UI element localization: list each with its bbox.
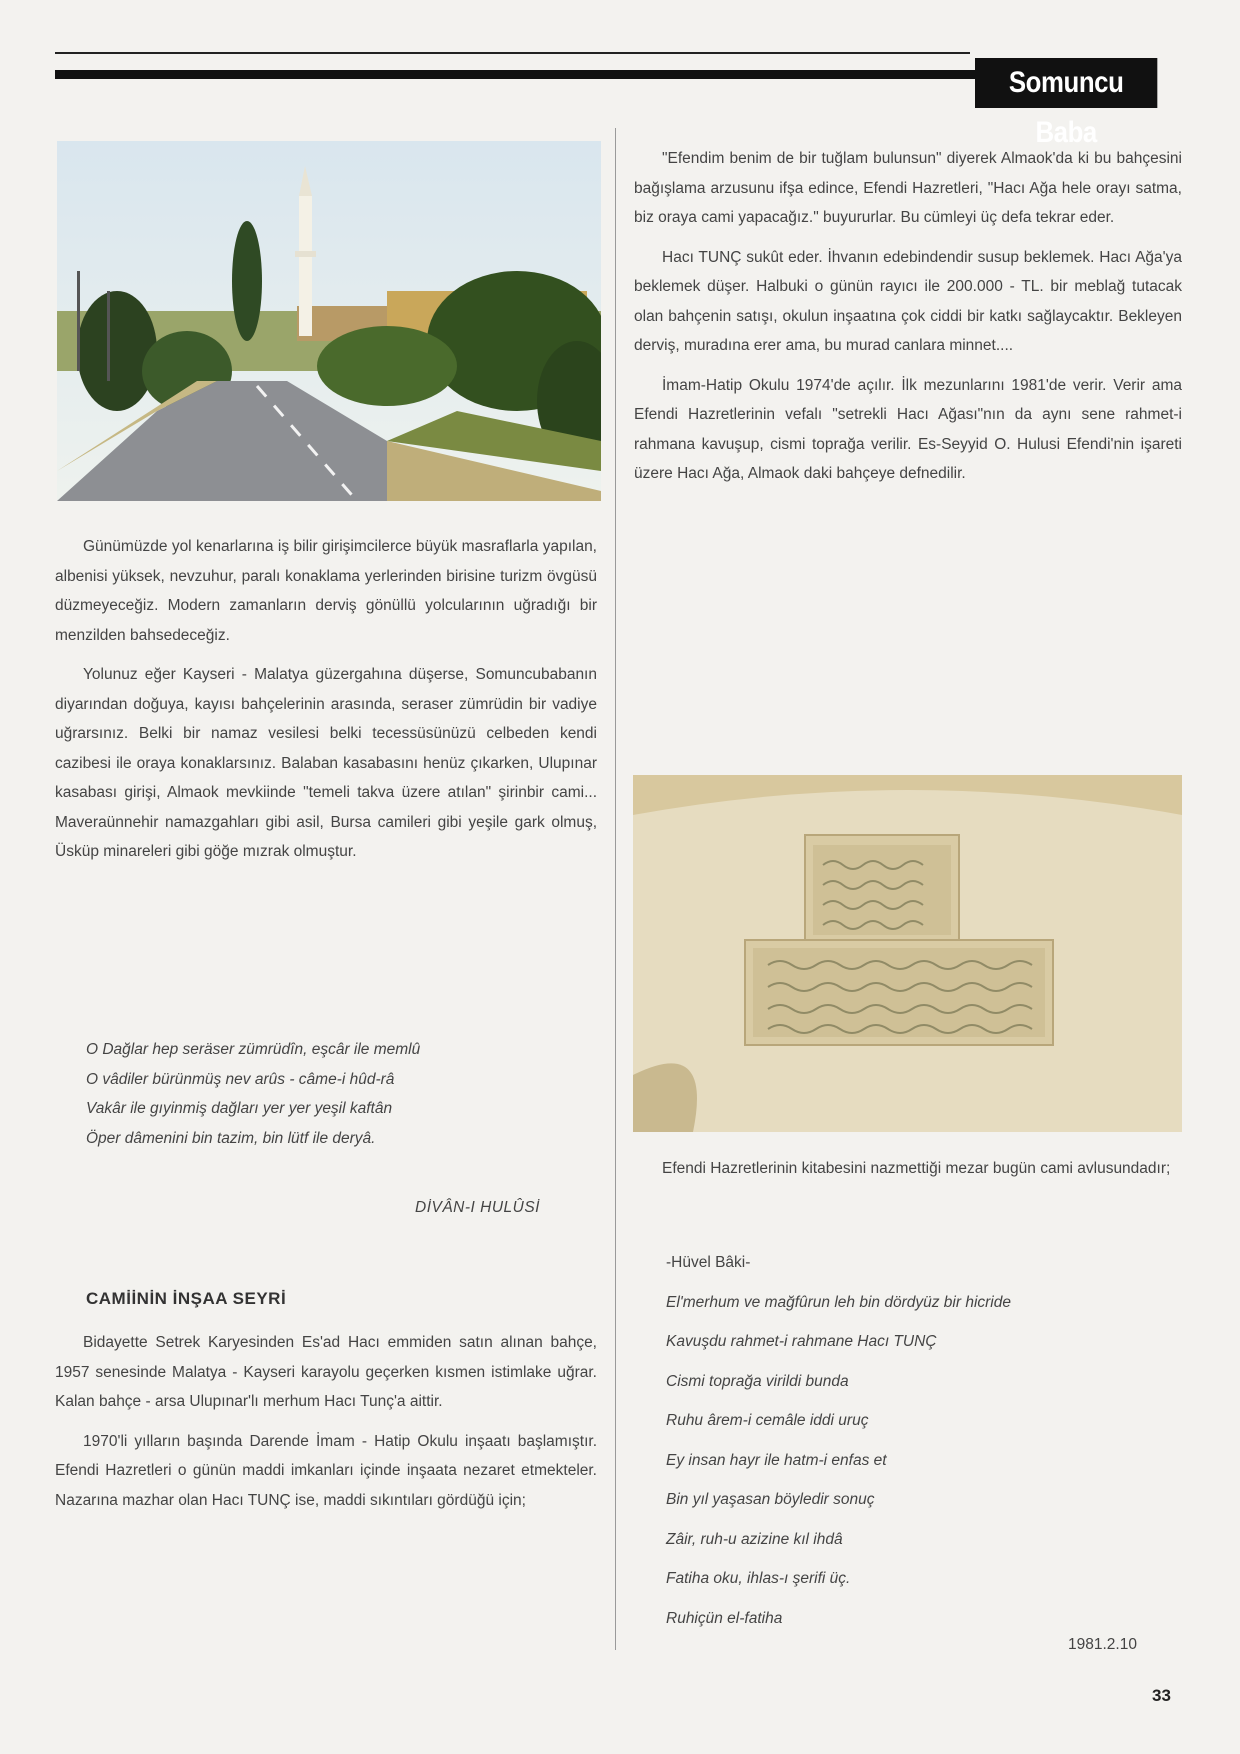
right-paragraph-3: İmam-Hatip Okulu 1974'de açılır. İlk mezunlarını 1981'de verir. Verir ama Efendi Hazretlerinin vefalı "setrekli Hacı Ağası"nın da aynı sene rahmet-i rahmana kavuşup, cismi toprağa verilir. Es-Seyyid O. Hulusi Efendi'nin işareti üzere Hacı Ağa, Almaok daki bahçeye defnedilir. [634, 376, 1182, 482]
header-rule-thick [55, 70, 975, 79]
epitaph-line: Bin yıl yaşasan böyledir sonuç [666, 1491, 875, 1508]
photo-caption [634, 1154, 1182, 1194]
magazine-brand: Somuncu Baba [975, 58, 1157, 108]
epitaph-line: Cismi toprağa virildi bunda [666, 1372, 849, 1390]
epitaph-line: Ruhiçün el-fatiha [666, 1609, 783, 1627]
inscription-photo [633, 775, 1182, 1132]
epitaph-line: Fatiha oku, ihlas-ı şerifi üç. [666, 1570, 851, 1587]
poem-line: O Dağlar hep seräser zümrüdîn, eşcâr ile memlû [86, 1041, 421, 1058]
poem-line: O vâdiler bürünmüş nev arûs - câme-i hûd-râ [86, 1070, 395, 1088]
section-paragraph-1: Bidayette Setrek Karyesinden Es'ad Hacı emmiden satın alınan bahçe, 1957 senesinde Malatya - Kayseri karayolu geçerken kısmen istimlake uğrar. Kalan bahçe - arsa Ulupınar'lı merhum Hacı Tunç'a aittir. [55, 1334, 597, 1410]
mosque-road-photo [57, 141, 601, 501]
epitaph-line: Ey insan hayr ile hatm-i enfas et [666, 1451, 887, 1469]
inscription-illustration [633, 775, 1182, 1132]
poem-line: Vakâr ile gıyinmiş dağları yer yer yeşil kaftân [86, 1100, 393, 1117]
column-divider [615, 128, 616, 1650]
mosque-road-illustration [57, 141, 601, 501]
epitaph [666, 1243, 1011, 1638]
epitaph-date: 1981.2.10 [1068, 1636, 1137, 1653]
left-intro-text [55, 532, 597, 877]
section-text [55, 1328, 597, 1525]
epitaph-line: El'merhum ve mağfûrun leh bin dördyüz bir hicride [666, 1293, 1011, 1311]
header-rule-thin [55, 52, 970, 54]
page-number: 33 [1152, 1686, 1171, 1705]
poem-signature: DİVÂN-I HULÛSİ [415, 1199, 540, 1216]
right-paragraph-2: Hacı TUNÇ sukût eder. İhvanın edebindendir susup beklemek. Hacı Ağa'ya beklemek düşer. Halbuki o günün rayıcı ile 200.000 - TL. bir meblağ tutacak olan bahçenin satışı, okulun inşaatına çok ciddi bir katkı sağlaycaktır. Bekleyen derviş, muradına erer ama, bu murad canlara minnet.... [634, 248, 1182, 354]
epitaph-line: Ruhu ârem-i cemâle iddi uruç [666, 1412, 869, 1429]
right-paragraph-1: "Efendim benim de bir tuğlam bulunsun" diyerek Almaok'da ki bu bahçesini bağışlama arzusunu ifşa edince, Efendi Hazretleri, "Hacı Ağa hele orayı satma, biz oraya cami yapacağız." buyururlar. Bu cümleyi üç defa tekrar eder. [634, 150, 1182, 226]
section-title: CAMİİNİN İNŞAA SEYRİ [86, 1289, 287, 1308]
epitaph-line: Kavuşdu rahmet-i rahmane Hacı TUNÇ [666, 1333, 937, 1350]
poem [86, 1035, 420, 1153]
caption-paragraph: Efendi Hazretlerinin kitabesini nazmettiği mezar bugün cami avlusundadır; [662, 1160, 1171, 1177]
intro-paragraph-1: Günümüzde yol kenarlarına iş bilir girişimcilerce büyük masraflarla yapılan, albenisi yüksek, nevzuhur, paralı konaklama yerlerinden birisine turizm övgüsü düzmeyeceğiz. Modern zamanların derviş gönüllü yolcularının uğradığı bir menzilden bahsedeceğiz. [55, 538, 597, 644]
intro-paragraph-2: Yolunuz eğer Kayseri - Malatya güzergahına düşerse, Somuncubabanın diyarından doğuya, kayısı bahçelerinin arasında, seraser zümrüdin bir vadiye uğrarsınız. Belki bir namaz vesilesi belki tecessüsünüzü celbeden kendi cazibesi ile oraya konaklarsınız. Balaban kasabasını henüz çıkarken, Ulupınar kasabası girişi, Almaok mevkiinde "temeli takva üzere atılan" şirinbir cami... Maveraünnehir namazgahları gibi asil, Bursa camileri gibi yeşile gark olmuş, Üsküp minareleri gibi göğe mızrak olmuştur. [55, 666, 597, 860]
section-paragraph-2: 1970'li yılların başında Darende İmam - Hatip Okulu inşaatı başlamıştır. Efendi Hazretleri o günün maddi imkanları içinde inşaata nezaret etmekteler. Nazarına mazhar olan Hacı TUNÇ ise, maddi sıkıntıları gördüğü için; [55, 1432, 597, 1509]
poem-line: Öper dâmenini bin tazim, bin lütf ile deryâ. [86, 1129, 376, 1147]
epitaph-line: Zâir, ruh-u azizine kıl ihdâ [666, 1530, 843, 1548]
epitaph-title: -Hüvel Bâki- [666, 1254, 751, 1271]
right-column-text [634, 144, 1182, 499]
